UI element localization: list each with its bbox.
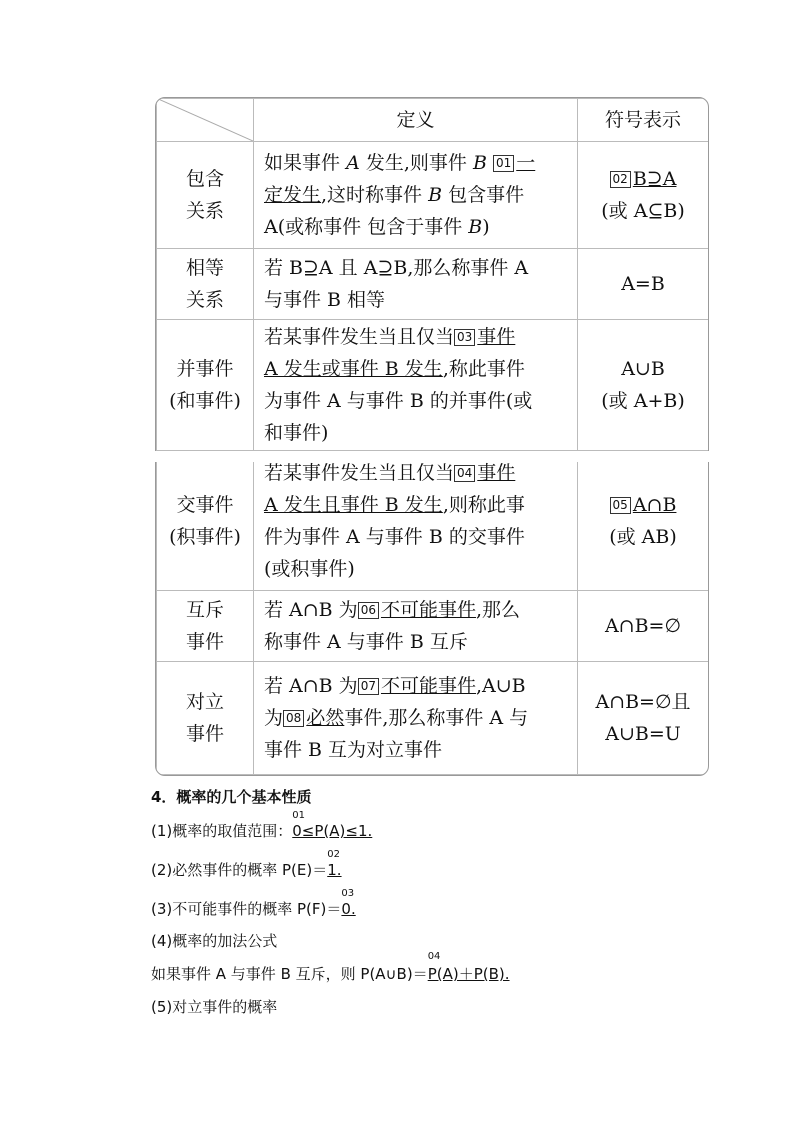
category-equal: 相等 关系: [157, 249, 254, 320]
symbol-mutually-exclusive: A∩B=∅: [578, 591, 709, 662]
header-definition: 定义: [254, 99, 578, 142]
property-4-label: (4)概率的加法公式: [151, 932, 278, 950]
page-break-gap: [150, 451, 712, 462]
diagonal-header-cell: [156, 98, 253, 141]
definition-intersection: 若某事件发生当且仅当 04 事件 A 发生且事件 B 发生,则称此事 件为事件 A 与事件 B 的交事件 (或积事件): [254, 451, 578, 591]
definition-equal: 若 B⊇A 且 A⊇B,那么称事件 A 与事件 B 相等: [254, 249, 578, 320]
category-mutually-exclusive: 互斥 事件: [157, 591, 254, 662]
definition-union: 若某事件发生当且仅当 03 事件 A 发生或事件 B 发生,称此事件 为事件 A 与事件 B 的并事件(或 和事件): [254, 320, 578, 451]
definition-table: [155, 97, 709, 776]
category-inclusion: 包含 关系: [157, 142, 254, 249]
category-union: 并事件 (和事件): [157, 320, 254, 451]
symbol-equal: A=B: [578, 249, 709, 320]
category-complementary: 对立 事件: [157, 662, 254, 775]
property-1: (1)概率的取值范围： 01 0≤P(A)≤1.: [151, 810, 373, 840]
section-title: 4．概率的几个基本性质: [151, 788, 312, 806]
property-4-text: 如果事件 A 与事件 B 互斥，则 P(A∪B)＝ 04 P(A)＋P(B).: [151, 951, 510, 983]
property-3: (3)不可能事件的概率 P(F)＝ 03 0.: [151, 888, 356, 918]
property-2: (2)必然事件的概率 P(E)＝ 02 1.: [151, 849, 342, 879]
property-5-label: (5)对立事件的概率: [151, 998, 278, 1016]
category-intersection: 交事件 (积事件): [157, 451, 254, 591]
symbol-union: A∪B (或 A+B): [578, 320, 709, 451]
definition-mutually-exclusive: 若 A∩B 为 06 不可能事件,那么 称事件 A 与事件 B 互斥: [254, 591, 578, 662]
symbol-inclusion: 02 B⊇A (或 A⊆B): [578, 142, 709, 249]
symbol-intersection: 05 A∩B (或 AB): [578, 451, 709, 591]
header-symbol: 符号表示: [578, 99, 709, 142]
definition-complementary: 若 A∩B 为 07 不可能事件,A∪B 为 08 必然事件,那么称事件 A 与 事件 B 互为对立事件: [254, 662, 578, 775]
blank-marker: 01: [493, 155, 514, 172]
symbol-complementary: A∩B=∅且 A∪B=U: [578, 662, 709, 775]
definition-inclusion: 如果事件 A 发生,则事件 B 01 一 定发生,这时称事件 B 包含事件 A(或称事件 包含于事件 B): [254, 142, 578, 249]
